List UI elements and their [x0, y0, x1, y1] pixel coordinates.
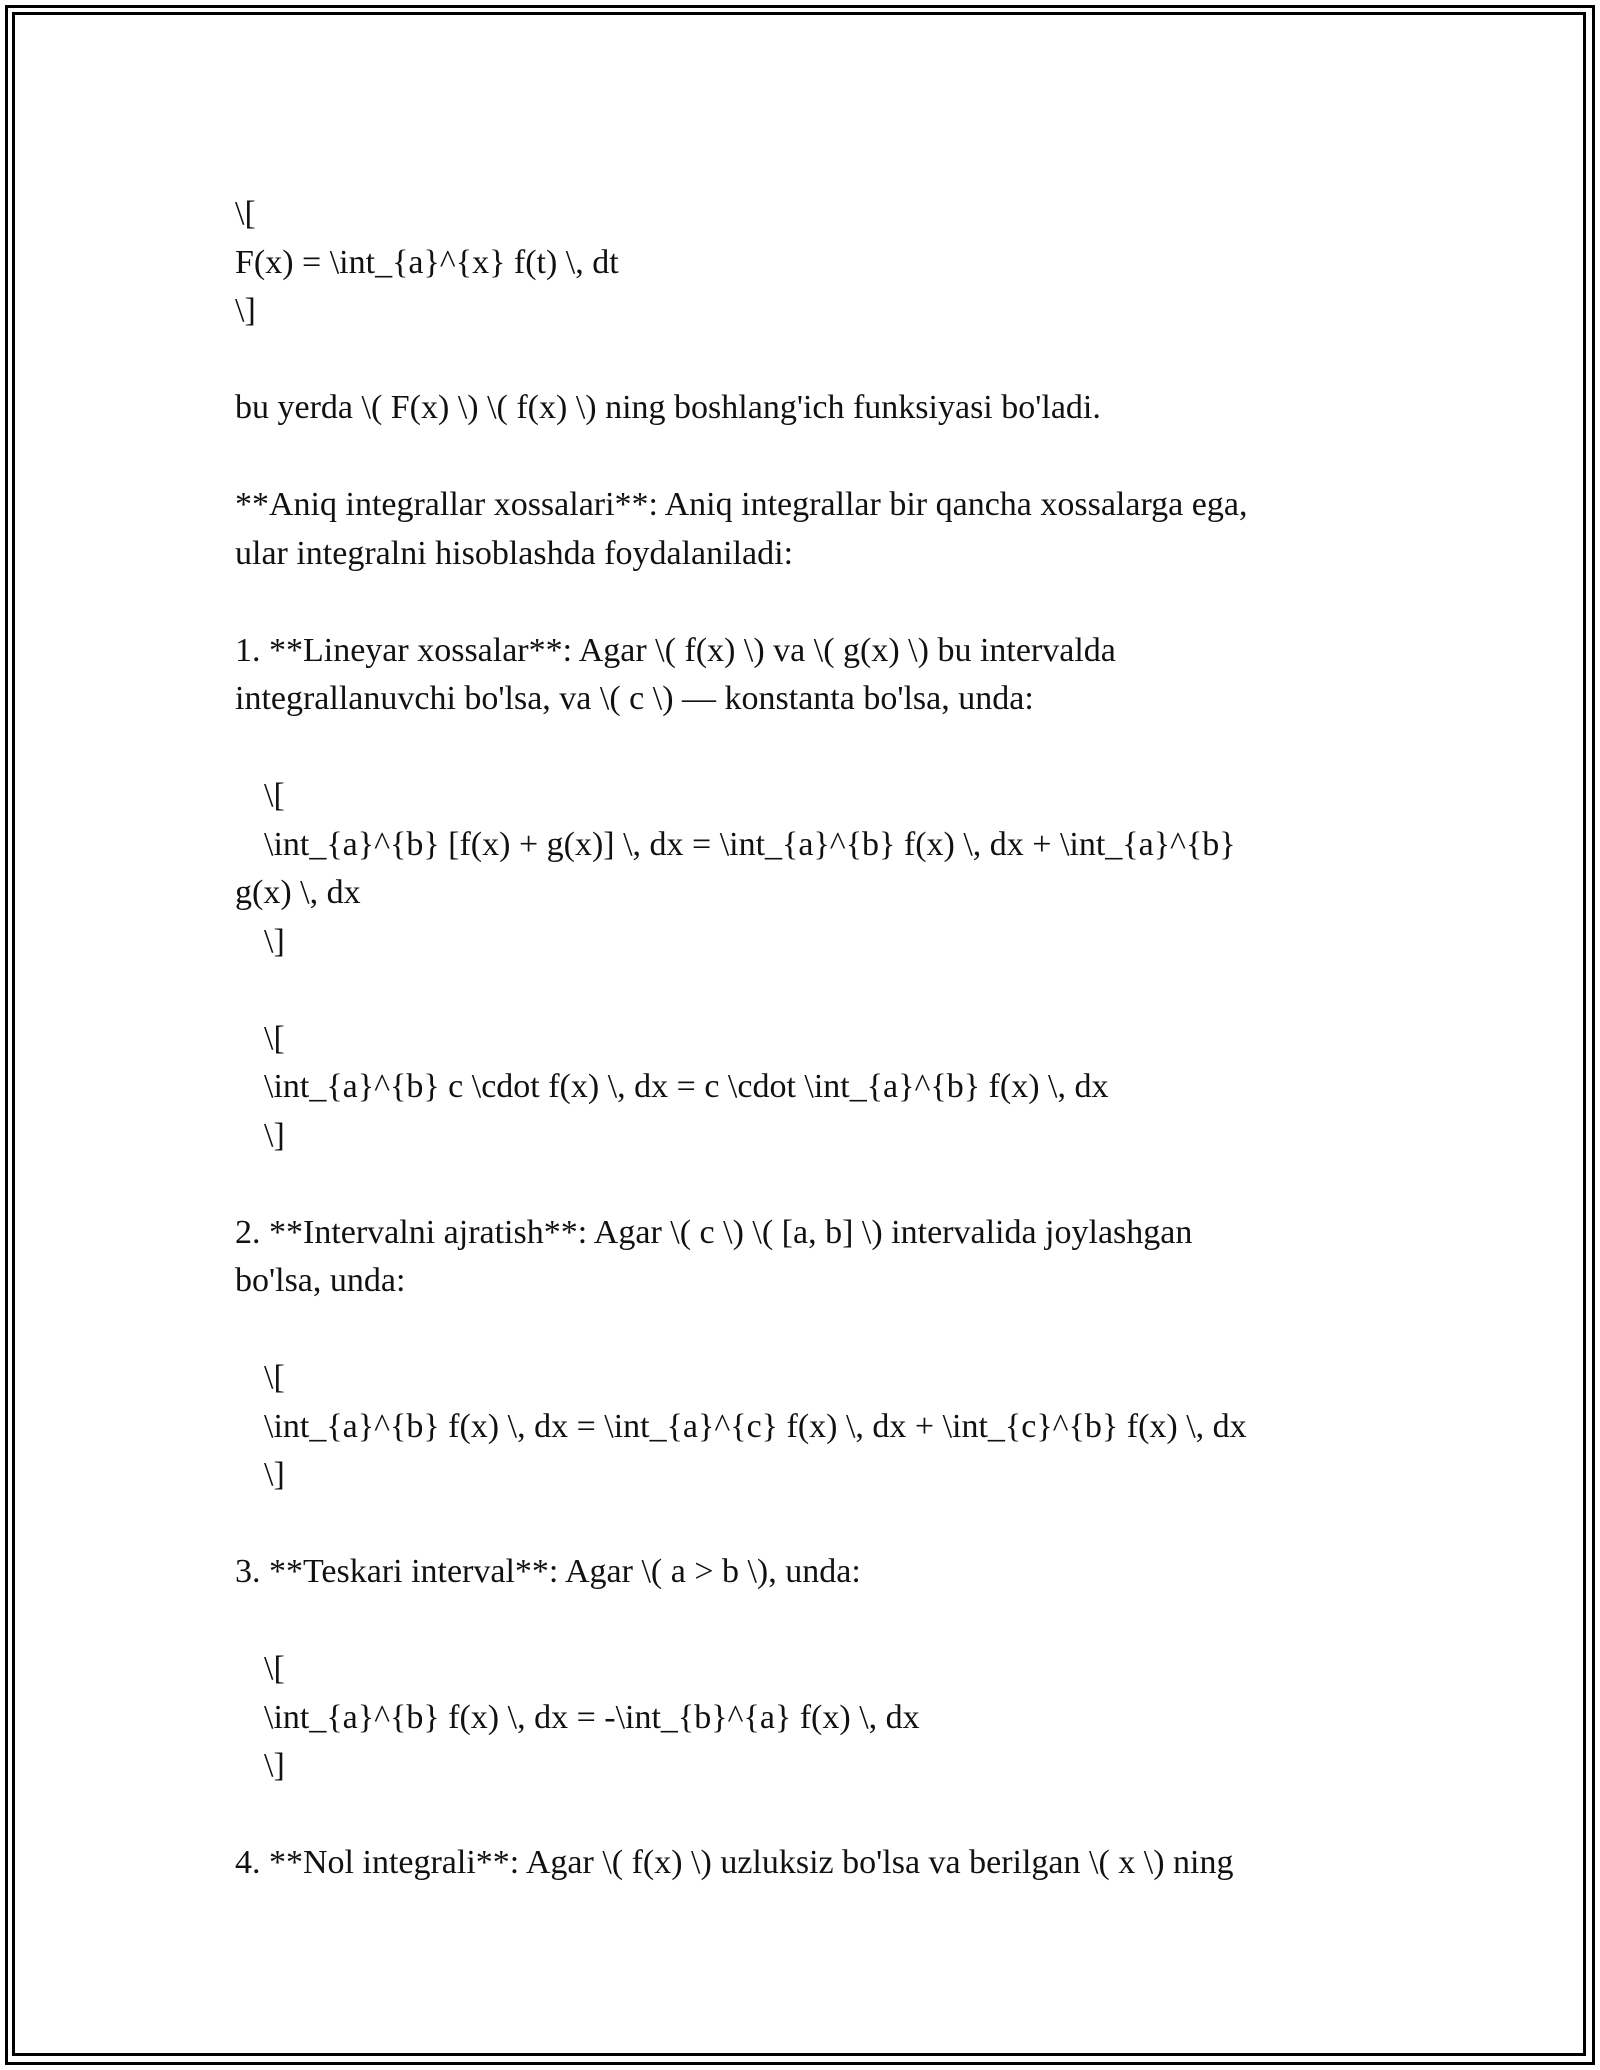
- text-line: \int_{a}^{b} f(x) \, dx = -\int_{b}^{a} f(x) \, dx: [264, 1698, 920, 1736]
- text-line: bo'lsa, unda:: [235, 1262, 406, 1299]
- text-line: **Aniq integrallar xossalari**: Aniq integrallar bir qancha xossalarga ega,: [235, 486, 1248, 523]
- blank-line: [235, 1597, 1365, 1646]
- text-line: \[: [264, 777, 285, 814]
- text-line: \]: [264, 1747, 285, 1784]
- blank-line: [235, 578, 1365, 627]
- text-line: 2. **Intervalni ajratish**: Agar \( c \) \( [a, b] \) intervalida joylashgan: [235, 1213, 1193, 1251]
- text-line: \int_{a}^{b} [f(x) + g(x)] \, dx = \int_{a}^{b} f(x) \, dx + \int_{a}^{b}: [264, 825, 1236, 863]
- text-line: 4. **Nol integrali**: Agar \( f(x) \) uzluksiz bo'lsa va berilgan \( x \) ning: [235, 1844, 1234, 1881]
- text-line: \int_{a}^{b} c \cdot f(x) \, dx = c \cdot \int_{a}^{b} f(x) \, dx: [264, 1068, 1109, 1105]
- blank-line: [235, 1500, 1365, 1549]
- text-line: F(x) = \int_{a}^{x} f(t) \, dt: [235, 243, 619, 281]
- text-line: g(x) \, dx: [235, 874, 361, 911]
- text-line: \[: [235, 195, 256, 232]
- text-line: 1. **Lineyar xossalar**: Agar \( f(x) \) va \( g(x) \) bu intervalda: [235, 631, 1116, 669]
- document-body: [235, 190, 1365, 1888]
- blank-line: [235, 336, 1365, 385]
- text-line: ular integralni hisoblashda foydalaniladi:: [235, 534, 794, 572]
- text-line: \[: [264, 1019, 285, 1057]
- text-line: \]: [264, 1116, 285, 1154]
- blank-line: [235, 724, 1365, 773]
- text-line: \]: [264, 922, 285, 960]
- text-line: \]: [264, 1456, 285, 1493]
- blank-line: [235, 966, 1365, 1015]
- text-line: \]: [235, 292, 256, 329]
- blank-line: [235, 433, 1365, 482]
- text-line: bu yerda \( F(x) \) \( f(x) \) ning boshlang'ich funksiyasi bo'ladi.: [235, 389, 1101, 426]
- text-line: 3. **Teskari interval**: Agar \( a > b \), unda:: [235, 1553, 861, 1590]
- blank-line: [235, 1791, 1365, 1840]
- blank-line: [235, 1160, 1365, 1209]
- blank-line: [235, 1306, 1365, 1355]
- text-line: integrallanuvchi bo'lsa, va \( c \) — konstanta bo'lsa, unda:: [235, 680, 1034, 717]
- text-line: \[: [264, 1359, 285, 1396]
- text-line: \[: [264, 1650, 285, 1687]
- text-line: \int_{a}^{b} f(x) \, dx = \int_{a}^{c} f(x) \, dx + \int_{c}^{b} f(x) \, dx: [264, 1407, 1247, 1445]
